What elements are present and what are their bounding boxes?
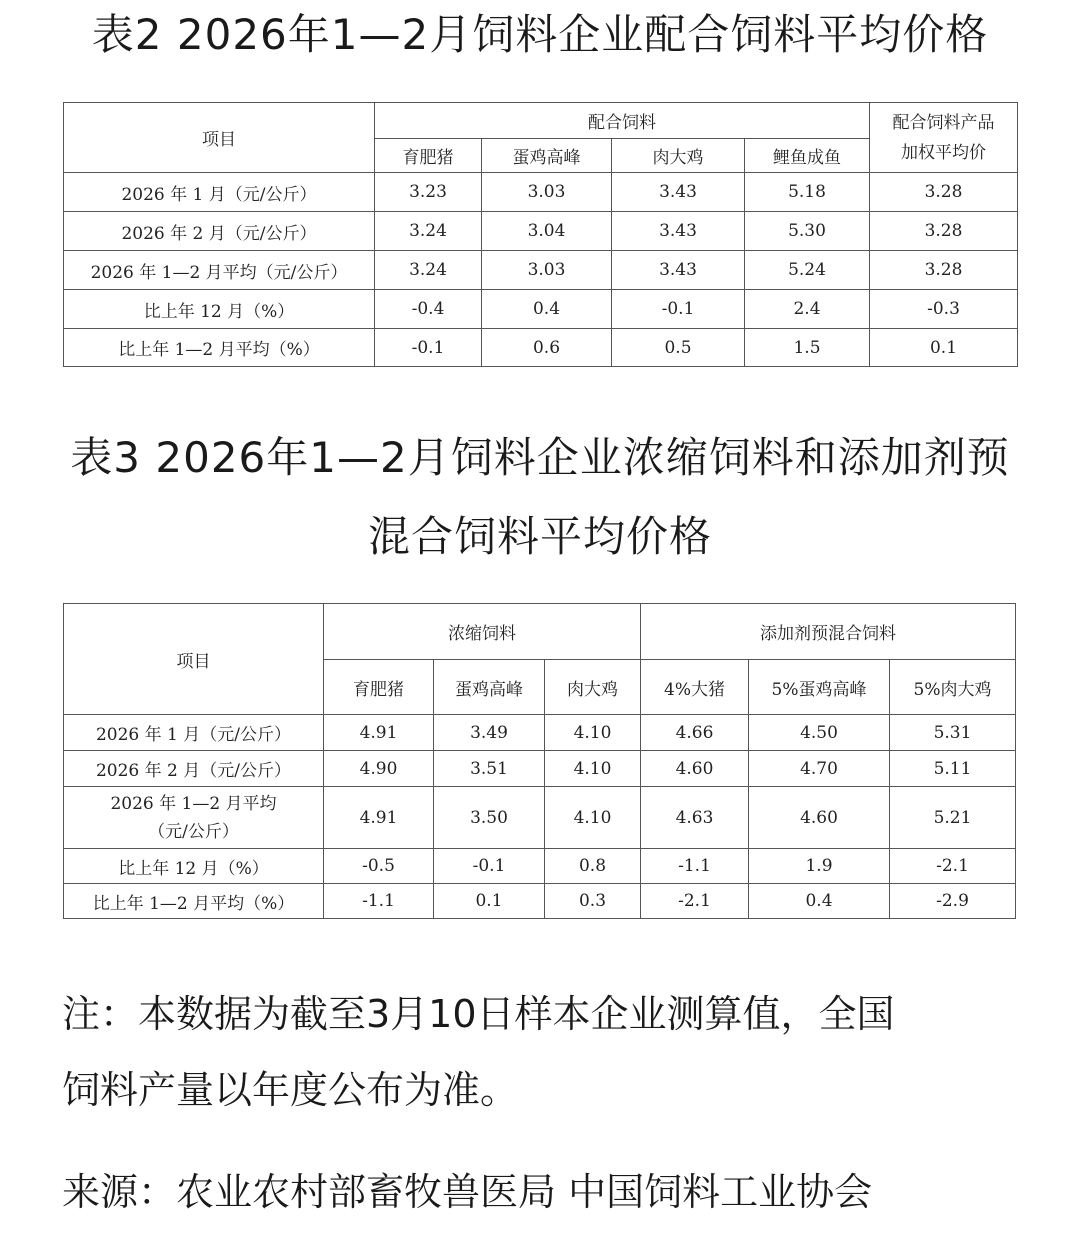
cell-value: -0.4 — [375, 290, 482, 329]
table2-col-header: 肉大鸡 — [612, 139, 745, 173]
row-label: 2026 年 1 月（元/公斤） — [64, 715, 324, 751]
table-row — [64, 751, 1016, 787]
cell-value: -0.1 — [434, 849, 545, 884]
cell-value: 4.66 — [641, 715, 749, 751]
table-row — [64, 329, 1018, 367]
row-label-line1: 2026 年 1—2 月平均 — [110, 793, 277, 814]
table3-col-header: 蛋鸡高峰 — [434, 660, 545, 715]
table-row — [64, 212, 1018, 251]
row-label: 2026 年 2 月（元/公斤） — [64, 212, 375, 251]
cell-value: 3.24 — [375, 251, 482, 290]
table2-weighted-header-line2: 加权平均价 — [901, 142, 986, 163]
cell-value: -0.1 — [612, 290, 745, 329]
cell-value: -1.1 — [641, 849, 749, 884]
cell-value: 3.04 — [482, 212, 612, 251]
cell-value: 2.4 — [745, 290, 870, 329]
table3-col-header: 4%大猪 — [641, 660, 749, 715]
cell-value: 5.11 — [890, 751, 1016, 787]
table-row — [64, 884, 1016, 919]
cell-value: 3.43 — [612, 212, 745, 251]
cell-value: 3.23 — [375, 173, 482, 212]
source-text: 来源：农业农村部畜牧兽医局 中国饲料工业协会 — [62, 1170, 873, 1214]
table3-item-header: 项目 — [64, 604, 324, 715]
row-label: 比上年 1—2 月平均（%） — [64, 329, 375, 367]
cell-value: 4.10 — [545, 787, 641, 849]
table3-col-header: 育肥猪 — [324, 660, 434, 715]
cell-value: -0.1 — [375, 329, 482, 367]
table3-group1-header: 浓缩饲料 — [324, 604, 641, 660]
cell-value: 3.28 — [870, 212, 1018, 251]
row-label: 比上年 1—2 月平均（%） — [64, 884, 324, 919]
row-label: 比上年 12 月（%） — [64, 849, 324, 884]
cell-value: 4.10 — [545, 715, 641, 751]
table-row — [64, 251, 1018, 290]
table2-col-header: 鲤鱼成鱼 — [745, 139, 870, 173]
table3-col-header: 5%蛋鸡高峰 — [749, 660, 890, 715]
row-label: 2026 年 1—2 月平均（元/公斤） — [64, 251, 375, 290]
table3-col-header: 5%肉大鸡 — [890, 660, 1016, 715]
table3 — [63, 603, 1016, 919]
table-row — [64, 173, 1018, 212]
cell-value: 0.5 — [612, 329, 745, 367]
note-line1: 注：本数据为截至3月10日样本企业测算值，全国 — [62, 992, 895, 1036]
table2-weighted-header — [870, 103, 1018, 173]
table2-col-header: 育肥猪 — [375, 139, 482, 173]
cell-value: -2.1 — [890, 849, 1016, 884]
cell-value: 0.3 — [545, 884, 641, 919]
cell-value: 0.8 — [545, 849, 641, 884]
cell-value: -2.9 — [890, 884, 1016, 919]
table-row — [64, 849, 1016, 884]
table3-title-line1: 表3 2026年1—2月饲料企业浓缩饲料和添加剂预 — [70, 433, 1010, 482]
cell-value: 3.28 — [870, 251, 1018, 290]
cell-value: 4.10 — [545, 751, 641, 787]
row-label-line2: （元/公斤） — [148, 821, 239, 842]
cell-value: 5.24 — [745, 251, 870, 290]
cell-value: 0.1 — [870, 329, 1018, 367]
cell-value: 4.91 — [324, 787, 434, 849]
cell-value: 3.43 — [612, 251, 745, 290]
table2-title: 表2 2026年1—2月饲料企业配合饲料平均价格 — [91, 10, 989, 59]
row-label: 2026 年 1 月（元/公斤） — [64, 173, 375, 212]
cell-value: 3.28 — [870, 173, 1018, 212]
table2-item-header: 项目 — [64, 103, 375, 173]
table2 — [63, 102, 1018, 367]
row-label: 比上年 12 月（%） — [64, 290, 375, 329]
cell-value: 4.60 — [749, 787, 890, 849]
cell-value: -0.3 — [870, 290, 1018, 329]
cell-value: 4.63 — [641, 787, 749, 849]
cell-value: 5.21 — [890, 787, 1016, 849]
cell-value: 3.50 — [434, 787, 545, 849]
table3-group2-header: 添加剂预混合饲料 — [641, 604, 1016, 660]
cell-value: 4.90 — [324, 751, 434, 787]
cell-value: 3.03 — [482, 173, 612, 212]
cell-value: -1.1 — [324, 884, 434, 919]
cell-value: 3.24 — [375, 212, 482, 251]
table-row — [64, 787, 1016, 849]
cell-value: 3.43 — [612, 173, 745, 212]
table3-col-header: 肉大鸡 — [545, 660, 641, 715]
cell-value: 1.9 — [749, 849, 890, 884]
cell-value: 3.03 — [482, 251, 612, 290]
row-label: 2026 年 2 月（元/公斤） — [64, 751, 324, 787]
table-row — [64, 290, 1018, 329]
row-label — [64, 787, 324, 849]
cell-value: 4.70 — [749, 751, 890, 787]
cell-value: 5.30 — [745, 212, 870, 251]
cell-value: 5.18 — [745, 173, 870, 212]
cell-value: 0.6 — [482, 329, 612, 367]
cell-value: 4.60 — [641, 751, 749, 787]
cell-value: 4.91 — [324, 715, 434, 751]
cell-value: 3.51 — [434, 751, 545, 787]
table2-weighted-header-line1: 配合饲料产品 — [892, 112, 995, 133]
cell-value: 0.1 — [434, 884, 545, 919]
cell-value: 0.4 — [749, 884, 890, 919]
cell-value: 3.49 — [434, 715, 545, 751]
cell-value: -2.1 — [641, 884, 749, 919]
cell-value: 0.4 — [482, 290, 612, 329]
table-row — [64, 715, 1016, 751]
cell-value: -0.5 — [324, 849, 434, 884]
cell-value: 5.31 — [890, 715, 1016, 751]
table3-title-line2: 混合饲料平均价格 — [367, 512, 712, 561]
table2-group-header: 配合饲料 — [375, 103, 870, 139]
cell-value: 1.5 — [745, 329, 870, 367]
note-line2: 饲料产量以年度公布为准。 — [62, 1068, 519, 1112]
table2-col-header: 蛋鸡高峰 — [482, 139, 612, 173]
cell-value: 4.50 — [749, 715, 890, 751]
